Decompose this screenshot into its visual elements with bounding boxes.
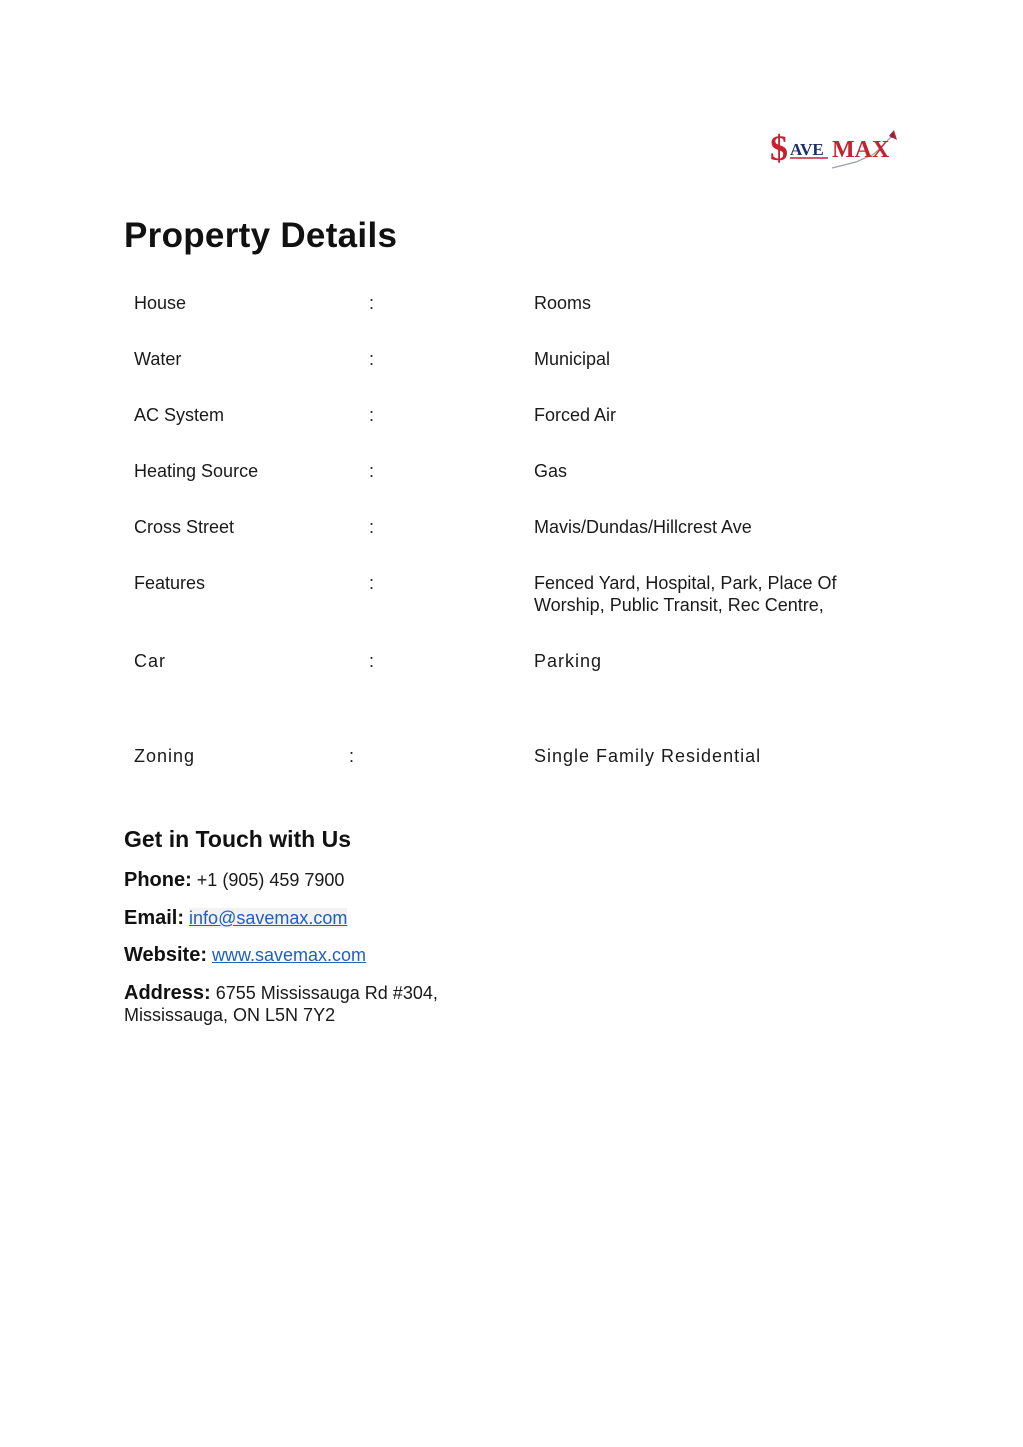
detail-separator: : [369, 651, 376, 671]
address-line-1: 6755 Mississauga Rd #304, [215, 983, 438, 1003]
email-link[interactable]: info@savemax.com [189, 908, 348, 928]
detail-value: Single Family Residential [534, 746, 762, 766]
contact-email [124, 907, 347, 929]
contact-title: Get in Touch with Us [124, 826, 352, 852]
detail-value: Mavis/Dundas/Hillcrest Ave [534, 517, 752, 537]
logo-dollar: $ [770, 128, 788, 168]
detail-value: Fenced Yard, Hospital, Park, Place Of Worship, Public Transit, Rec Centre, [534, 573, 837, 615]
savemax-logo [770, 126, 900, 172]
detail-separator: : [369, 405, 375, 425]
detail-value: Municipal [534, 349, 611, 369]
detail-value: Parking [534, 651, 603, 671]
website-link[interactable]: www.savemax.com [212, 945, 367, 965]
logo-registered: ® [890, 134, 895, 140]
detail-label: Water [134, 349, 182, 369]
detail-separator: : [349, 746, 356, 766]
contact-address [124, 982, 438, 1026]
detail-label: AC System [134, 405, 225, 425]
detail-value: Rooms [534, 293, 592, 313]
detail-separator: : [369, 517, 375, 537]
logo-ave: AVE [790, 140, 824, 159]
email-label: Email: [124, 907, 185, 929]
detail-separator: : [369, 293, 375, 313]
phone-value: +1 (905) 459 7900 [196, 870, 345, 890]
website-label: Website: [124, 944, 207, 966]
detail-label: Features [134, 573, 206, 593]
phone-label: Phone: [124, 869, 192, 891]
logo-max: MAX [832, 137, 890, 163]
detail-label: Zoning [134, 746, 196, 766]
address-line-2: Mississauga, ON L5N 7Y2 [124, 1005, 336, 1025]
address-label: Address: [124, 982, 211, 1004]
detail-value: Forced Air [534, 405, 617, 425]
contact-website [124, 944, 366, 966]
detail-label: Heating Source [134, 461, 259, 481]
detail-label: Car [134, 651, 167, 671]
detail-separator: : [369, 349, 375, 369]
contact-phone [124, 869, 344, 891]
detail-separator: : [369, 461, 375, 481]
detail-label: House [134, 293, 187, 313]
detail-value: Gas [534, 461, 568, 481]
detail-label: Cross Street [134, 517, 235, 537]
detail-separator: : [369, 573, 375, 593]
page-title: Property Details [124, 216, 398, 255]
